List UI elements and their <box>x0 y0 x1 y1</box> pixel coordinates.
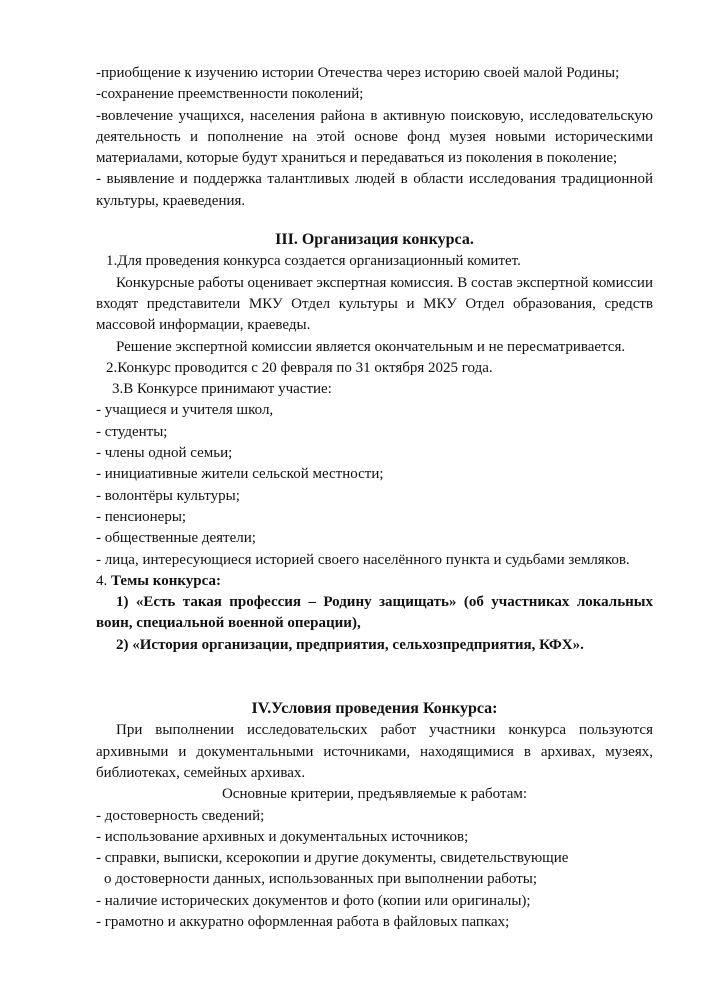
section-3-title: III. Организация конкурса. <box>275 231 474 249</box>
paragraph <box>96 337 653 358</box>
criteria-title: Основные критерии, предъявляемые к работам: <box>221 786 528 803</box>
theme-2: 2) «История организации, предприятия, сельхозпредприятия, КФХ». <box>116 636 584 653</box>
paragraph: Конкурсные работы оценивает экспертная комиссия. В состав экспертной комиссии входят представители МКУ Отдел культуры и МКУ Отдел образования, средств массовой информации, краеведы. <box>96 274 653 334</box>
section-4-title: IV.Условия проведения Конкурса: <box>251 700 498 718</box>
participant-item: - студенты; <box>96 423 168 440</box>
participant-item: - волонтёры культуры; <box>96 487 240 504</box>
themes-label: Темы конкурса: <box>111 572 221 589</box>
criteria-item: - справки, выписки, ксерокопии и другие документы, свидетельствующие <box>96 850 569 867</box>
participant-item: - лица, интересующиеся историей своего населённого пункта и судьбами земляков. <box>96 551 630 568</box>
participant-item: - члены одной семьи; <box>96 445 233 462</box>
paragraph: 3.В Конкурсе принимают участие: <box>112 381 332 398</box>
document-body <box>96 63 653 933</box>
participant-item: - учащиеся и учителя школ, <box>96 402 274 419</box>
participant-item: - инициативные жители сельской местности; <box>96 466 384 483</box>
goal-item: -приобщение к изучению истории Отечества через историю своей малой Родины; <box>96 65 620 81</box>
criteria-item: - грамотно и аккуратно оформленная работа в файловых папках; <box>96 913 510 930</box>
criteria-item: о достоверности данных, использованных при выполнении работы; <box>104 871 538 888</box>
themes-number: 4. <box>96 572 108 589</box>
paragraph: 1.Для проведения конкурса создается организационный комитет. <box>106 253 521 270</box>
goal-item: -сохранение преемственности поколений; <box>96 86 364 103</box>
participant-item: - общественные деятели; <box>96 530 256 547</box>
themes-heading <box>96 571 653 592</box>
criteria-item: - наличие исторических документов и фото (копии или оригиналы); <box>96 892 531 909</box>
participant-item: - пенсионеры; <box>96 508 187 525</box>
goal-item: - выявление и поддержка талантливых людей в области исследования традиционной культуры, краеведения. <box>96 171 653 209</box>
criteria-item: - достоверность сведений; <box>96 807 265 824</box>
criteria-item: - использование архивных и документальных источников; <box>96 828 469 845</box>
paragraph: При выполнении исследовательских работ участники конкурса пользуются архивными и документальными источниками, находящимися в архивах, музеях, библиотеках, семейных архивах. <box>96 722 653 781</box>
goal-item: -вовлечение учащихся, населения района в активную поисковую, исследовательскую деятельность и пополнение на этой основе фонд музея новыми историческими материалами, которые будут храниться и передаваться из поколения в поколение; <box>96 107 653 167</box>
paragraph: 2.Конкурс проводится с 20 февраля по 31 октября 2025 года. <box>106 359 493 376</box>
decision-text: Решение экспертной комиссии является окончательным и не пересматривается. <box>116 338 626 355</box>
theme-1: 1) «Есть такая профессия – Родину защищать» (об участниках локальных воин, специальной военной операции), <box>96 594 653 632</box>
